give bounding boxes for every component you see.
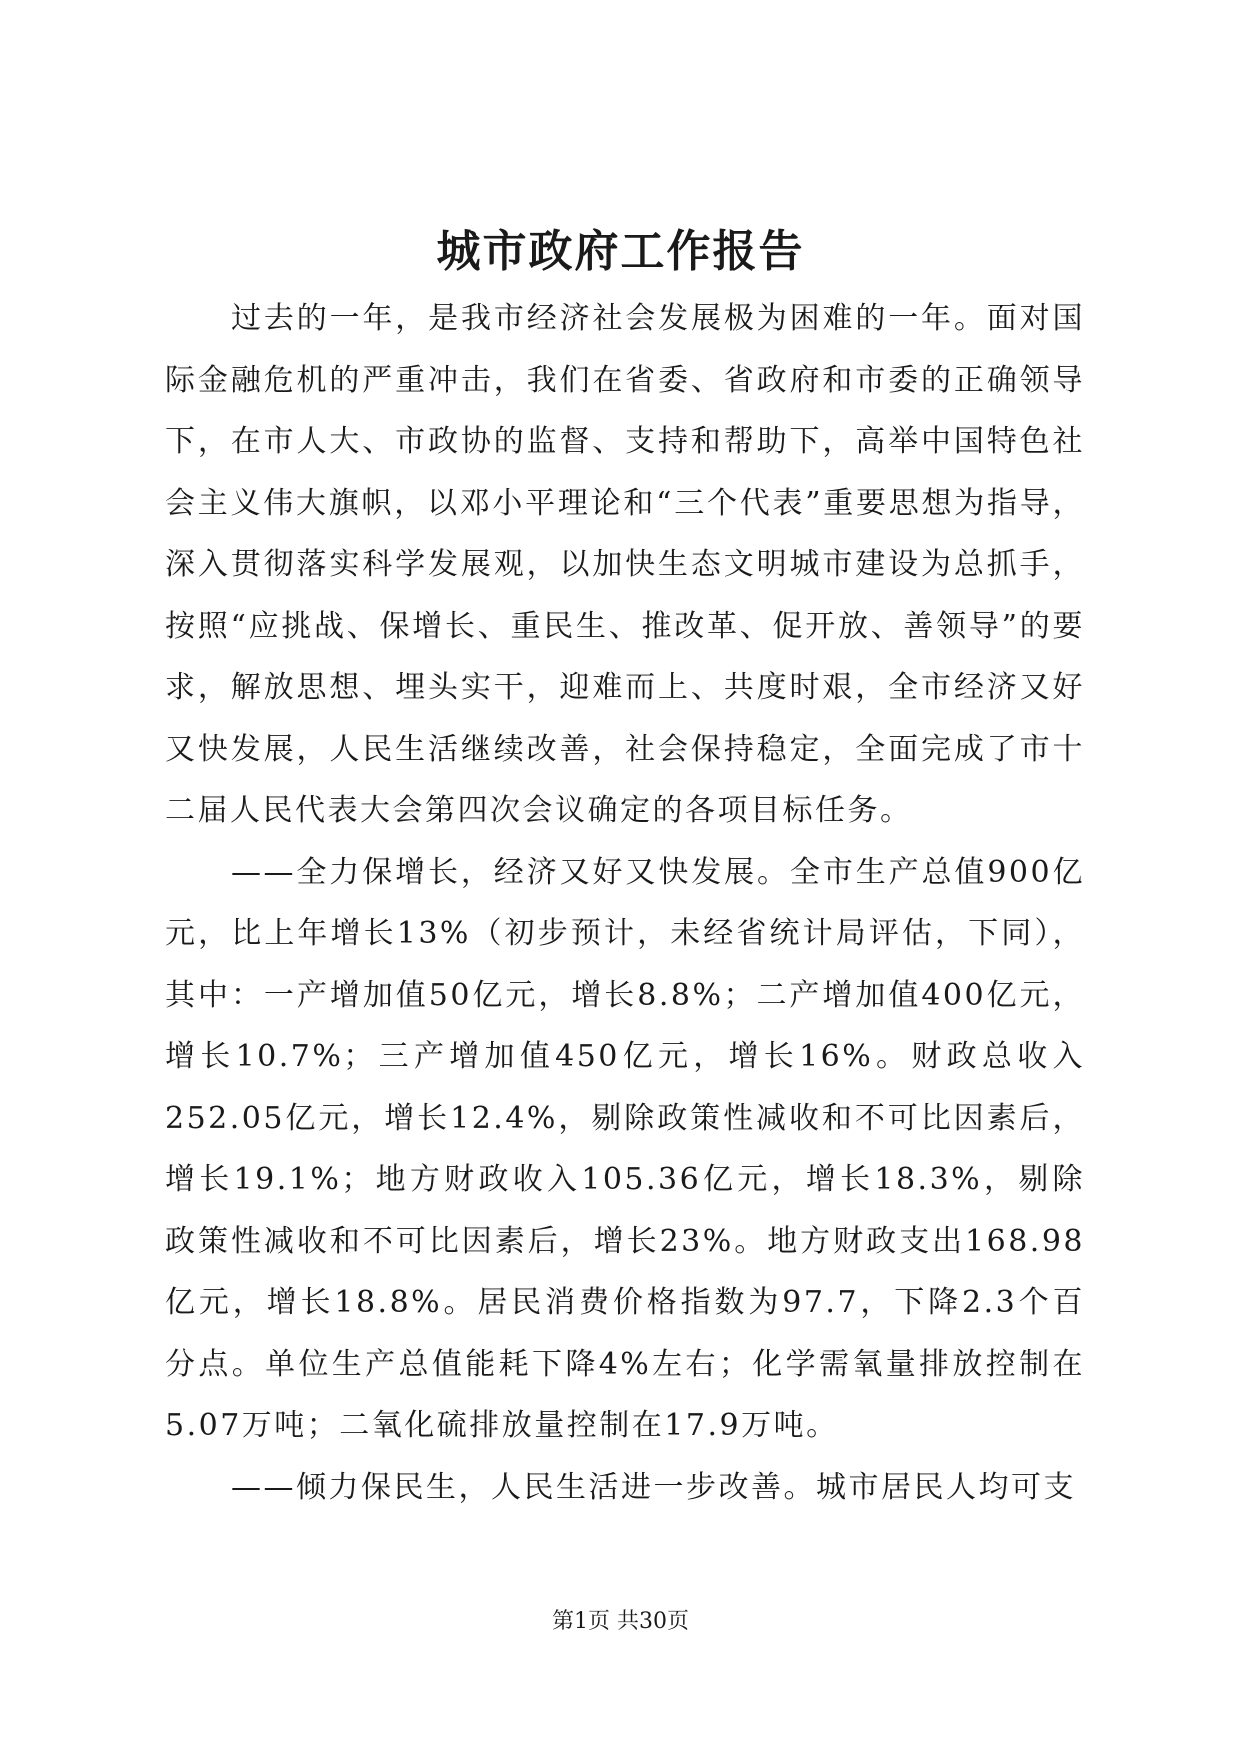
page-title: 城市政府工作报告 [436, 226, 805, 277]
paragraph-economy: ——全力保增长，经济又好又快发展。全市生产总值900亿元，比上年增长13%（初步预计，未经省统计局评估，下同），其中：一产增加值50亿元，增长8.8%；二产增加值400亿元，增长10.7%；三产增加值450亿元，增长16%。财政总收入252.05亿元，增长12.4%，剔除政策性减收和不可比因素后，增长19.1%；地方财政收入105.36亿元，增长18.3%，剔除政策性减收和不可比因素后，增长23%。地方财政支出168.98亿元，增长18.8%。居民消费价格指数为97.7，下降2.3个百分点。单位生产总值能耗下降4%左右；化学需氧量排放控制在5.07万吨；二氧化硫排放量控制在17.9万吨。 [165, 854, 1085, 1443]
document-body [165, 288, 1085, 1518]
page-number-footer: 第1页 共30页 [552, 1609, 689, 1634]
paragraph-intro: 过去的一年，是我市经济社会发展极为困难的一年。面对国际金融危机的严重冲击，我们在省委、省政府和市委的正确领导下，在市人大、市政协的监督、支持和帮助下，高举中国特色社会主义伟大旗帜，以邓小平理论和“三个代表”重要思想为指导，深入贯彻落实科学发展观，以加快生态文明城市建设为总抓手，按照“应挑战、保增长、重民生、推改革、促开放、善领导”的要求，解放思想、埋头实干，迎难而上、共度时艰，全市经济又好又快发展，人民生活继续改善，社会保持稳定，全面完成了市十二届人民代表大会第四次会议确定的各项目标任务。 [165, 301, 1085, 828]
paragraph-livelihood: ——倾力保民生，人民生活进一步改善。城市居民人均可支 [231, 1469, 1076, 1505]
